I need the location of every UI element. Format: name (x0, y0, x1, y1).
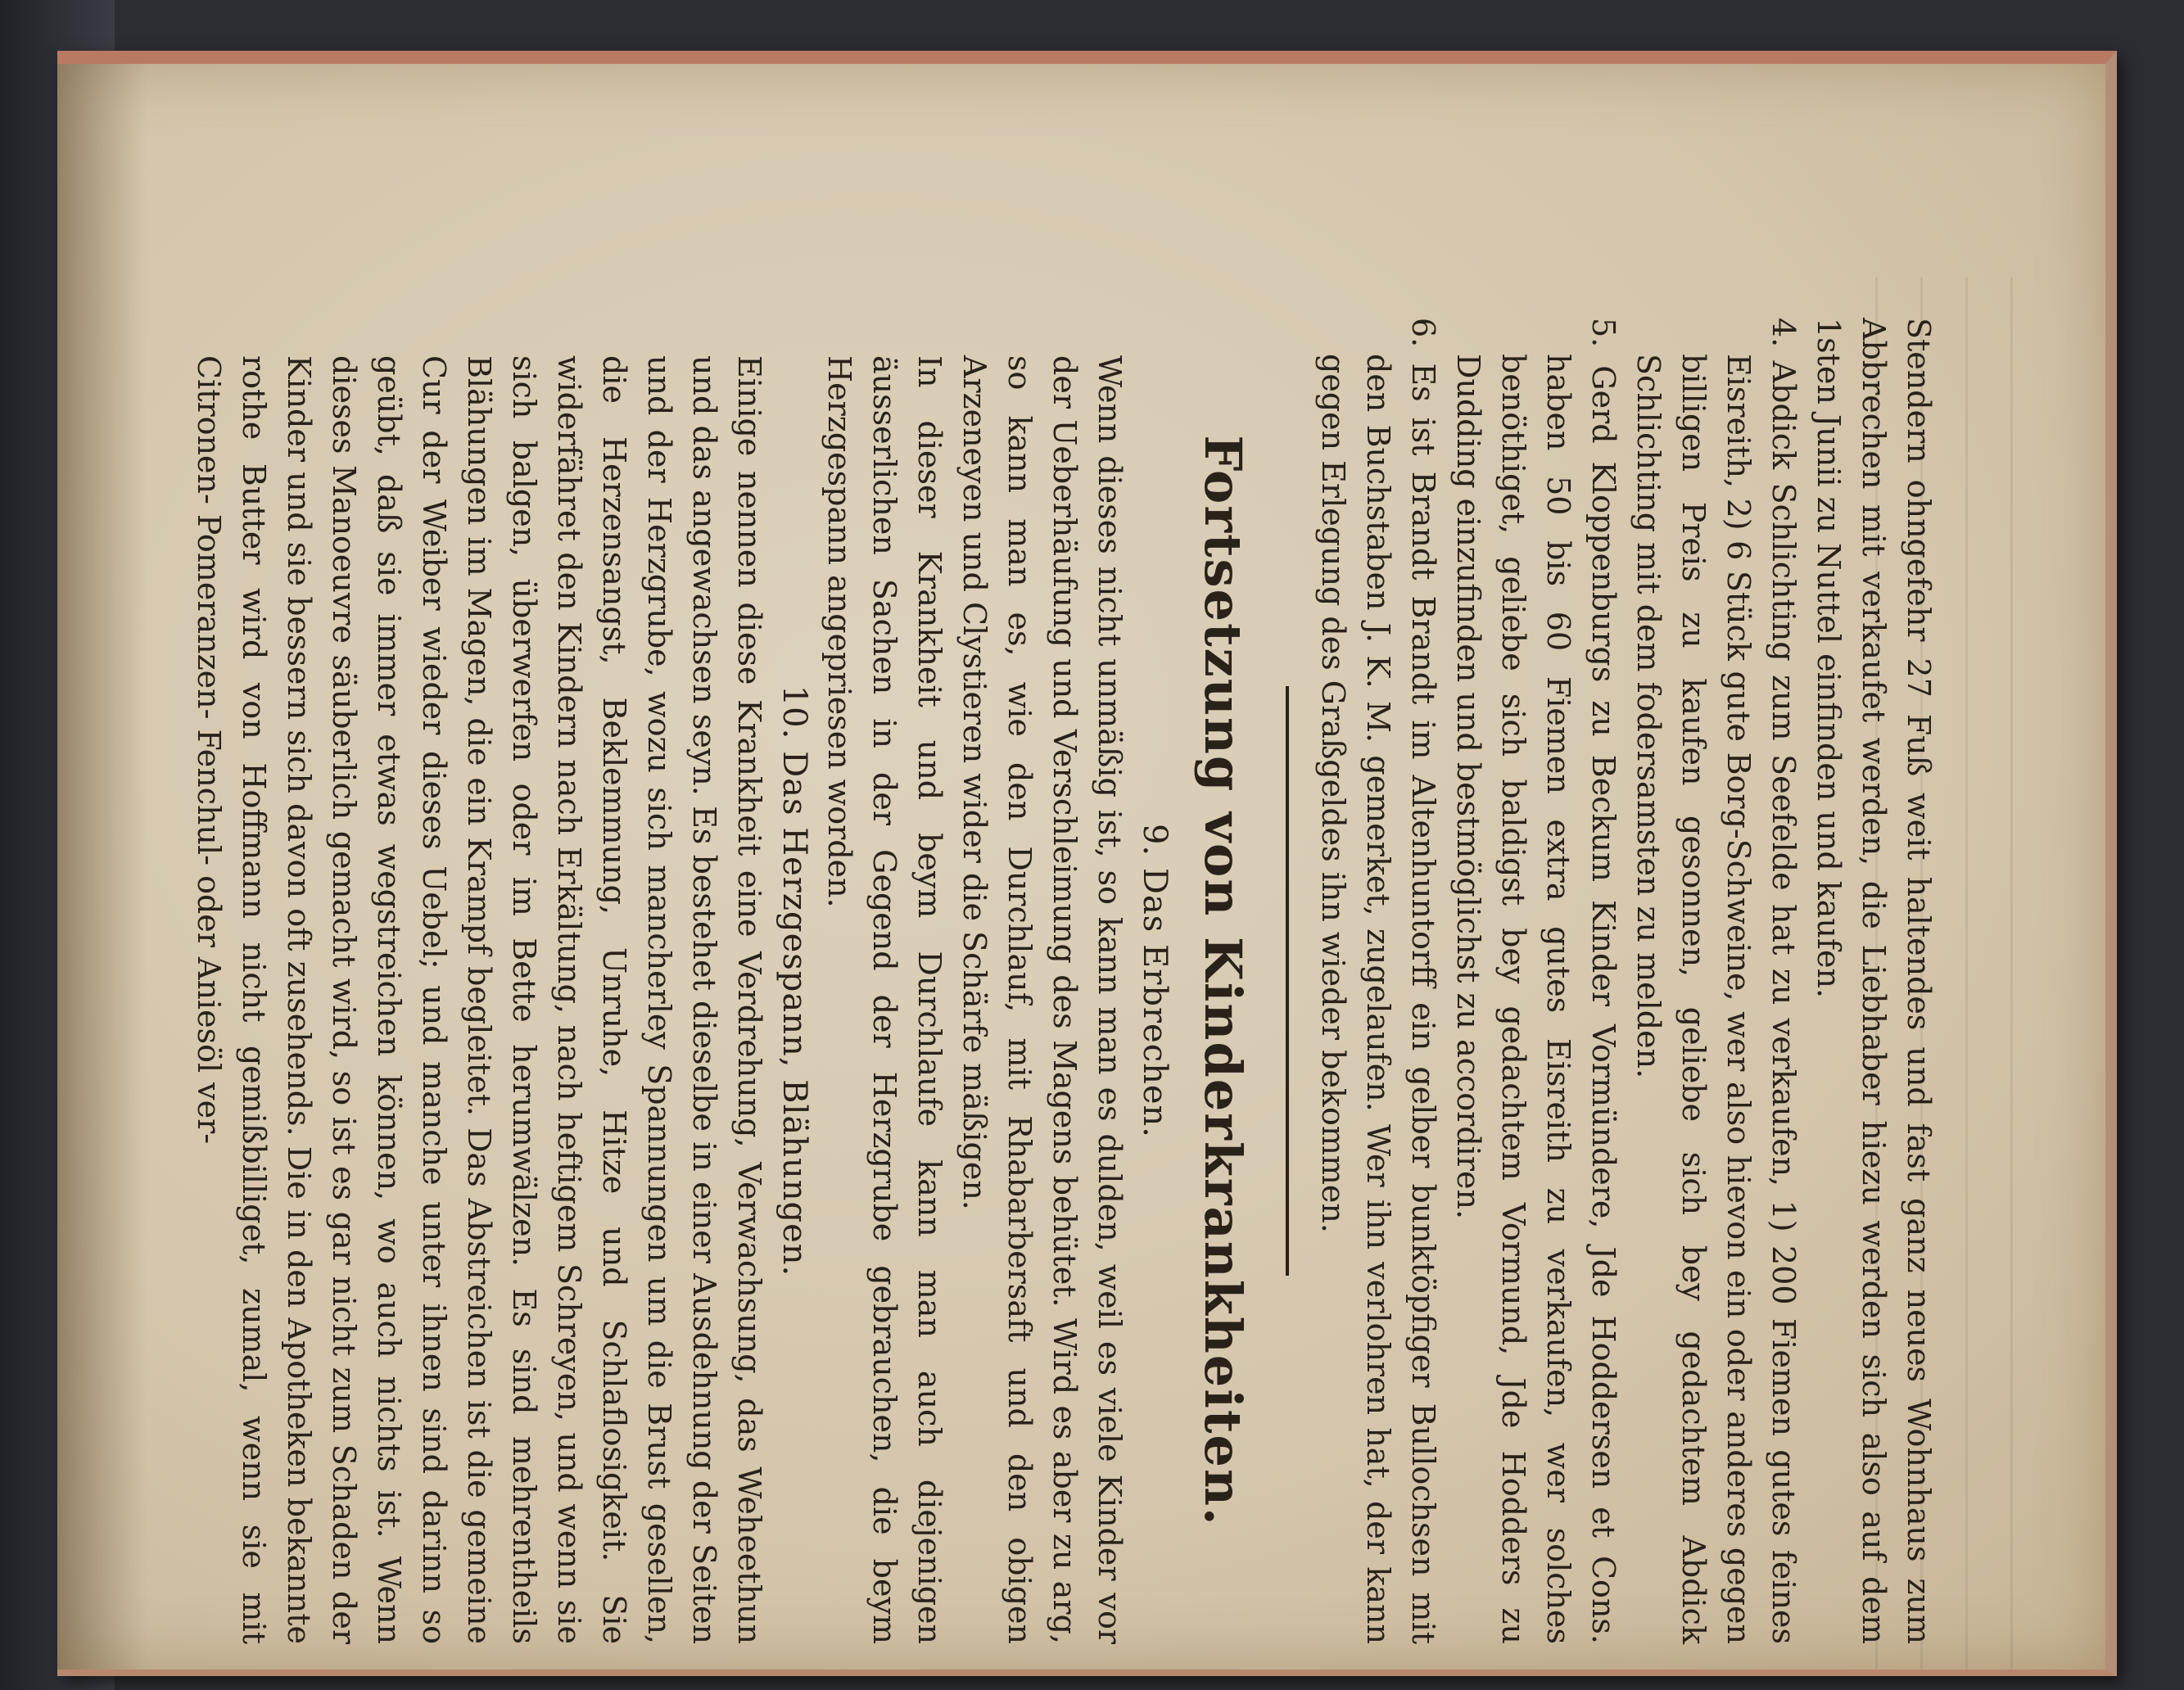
page-gutter-shadow (57, 64, 147, 1670)
printed-text (191, 318, 1941, 1644)
section-9-paragraph-2: In dieser Krankheit und beym Durchlaufe kann man auch diejenigen äusserlichen Sachen in der Gegend der Herzgrube gebrauchen, die beym Herzgespann angepriesen worden. (821, 355, 947, 1644)
rotated-text-area (191, 318, 1941, 1644)
notice-item-5: 5. Gerd Kloppenburgs zu Beckum Kinder Vormündere, Jde Hoddersen et Cons. haben 50 bis 60 Fiemen extra gutes Eisreith zu verkaufen, wer solches benöthiget, geliebe sich baldigst bey gedachtem Vormund, Jde Hodders zu Dudding einzufinden und bestmöglichst zu accordiren. (1450, 318, 1621, 1644)
book-page (57, 51, 2117, 1676)
section-divider-rule (1286, 686, 1289, 1276)
section-9-paragraph-1: Wenn dieses nicht unmäßig ist, so kann man es dulden, weil es viele Kinder vor der Ueberhäufung und Verschleimung des Magens behütet. Wird es aber zu arg, so kann man es, wie den Durchlauf, mit Rhabarbersaft und den obigen Arzeneyen und Clystieren wider die Schärfe mäßigen. (956, 355, 1128, 1644)
section-10-paragraph-1: Einige nennen diese Krankheit eine Verdrehung, Verwachsung, das Weheethun und das angewachsen seyn. Es bestehet dieselbe in einer Ausdehnung der Seiten und der Herzgrube, wozu sich mancherley Spannungen um die Brust gesellen, die Herzensangst, Beklemmung, Unruhe, Hitze und Schlaflosigkeit. Sie widerfähret den Kindern nach Erkältung, nach heftigem Schreyen, und wenn sie sich balgen, überwerfen oder im Bette herumwälzen. Es sind mehrentheils Blähungen im Magen, die ein Krampf begleitet. Das Abstreichen ist die gemeine Cur der Weiber wieder dieses Uebel; und manche unter ihnen sind darinn so geübt, daß sie immer etwas wegstreichen können, wo auch nichts ist. Wenn dieses Manoeuvre säuberlich gemacht wird, so ist es gar nicht zum Schaden der Kinder und sie bessern sich davon oft zusehends. Die in den Apotheken bekannte rothe Butter wird von Hoffmann nicht gemißbilliget, zumal, wenn sie mit Citronen- Pomeranzen- Fenchul- oder Aniesöl ver- (191, 355, 767, 1644)
section-10-title: 10. Das Herzgespann, Blähungen. (775, 685, 813, 1277)
continued-notice: Stendern ohngefehr 27 Fuß weit haltendes und fast ganz neues Wohnhaus zum Abbrechen mit verkaufet werden, die Liebhaber hiezu werden sich also auf dem 1sten Junii zu Nuttel einfinden und kaufen. (1811, 318, 1937, 1644)
section-9-title: 9. Das Erbrechen. (1136, 823, 1173, 1139)
notice-item-6: 6. Es ist Brandt Brandt im Altenhuntorff ein gelber bunktöpfiger Bullochsen mit den Buchstaben J. K. M. gemerket, zugelaufen. Wer ihn verlohren hat, der kann gegen Erlegung des Graßgeldes ihn wieder bekommen. (1315, 318, 1441, 1644)
notice-item-4: 4. Abdick Schlichting zum Seefelde hat zu verkaufen, 1) 200 Fiemen gutes feines Eisreith, 2) 6 Stück gute Borg-Schweine, wer also hievon ein oder anderes gegen billigen Preis zu kaufen gesonnen, geliebe sich bey gedachtem Abdick Schlichting mit dem fodersamsten zu melden. (1630, 318, 1802, 1644)
article-heading: Fortsetzung von Kinderkrankheiten. (1193, 435, 1253, 1527)
